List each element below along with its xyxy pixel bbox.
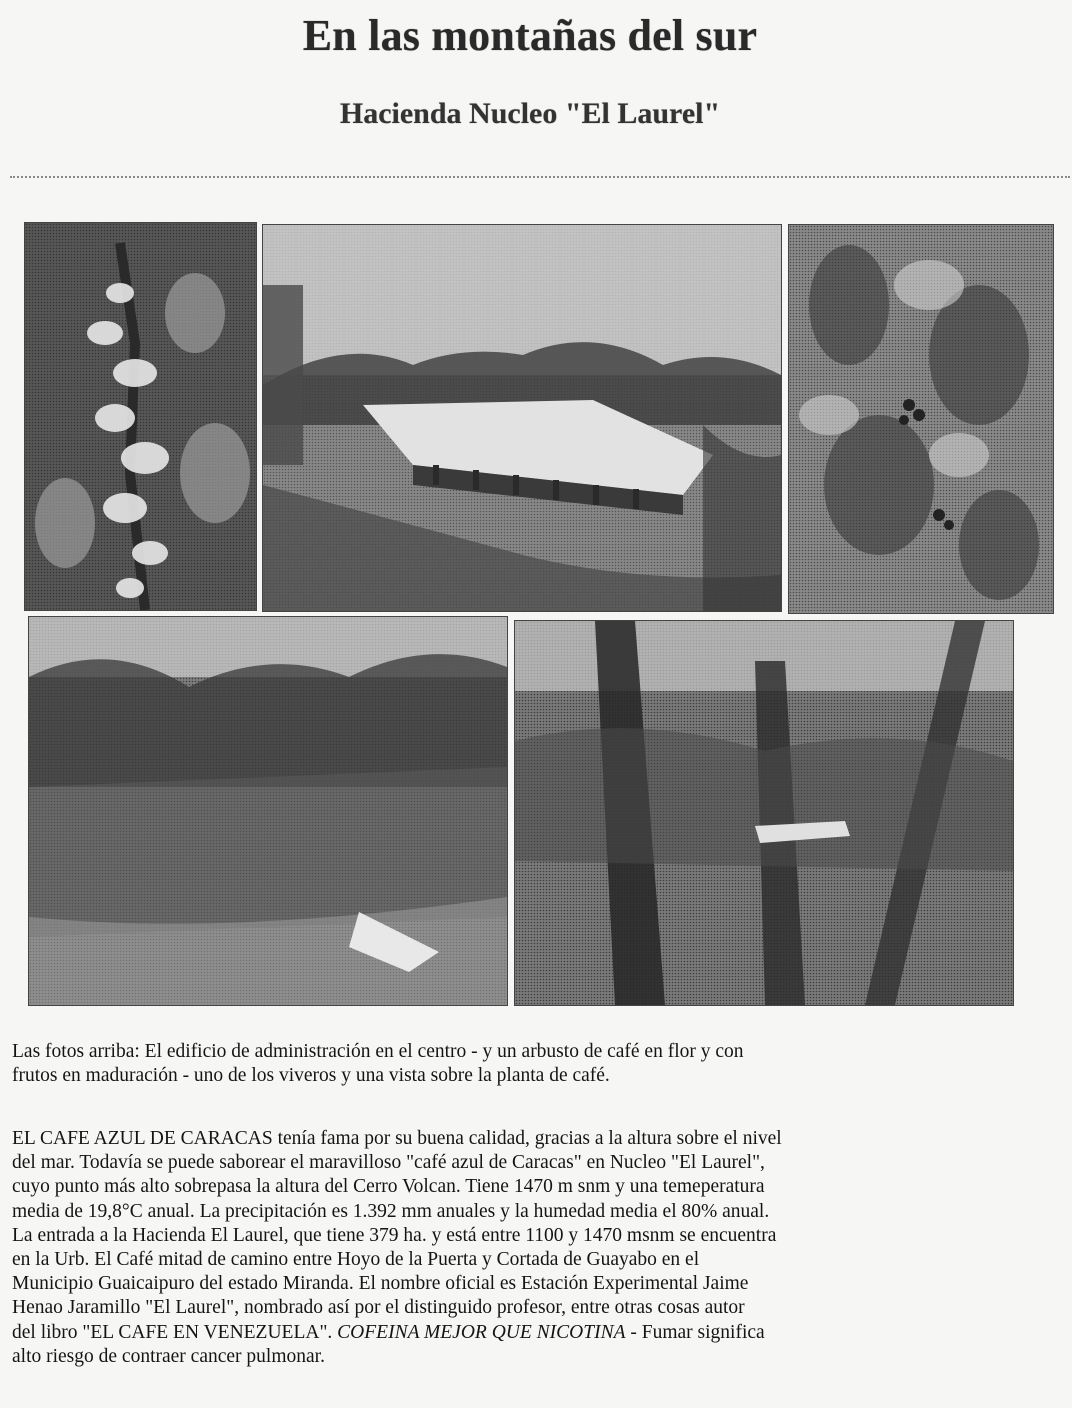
caption-line: Las fotos arriba: El edificio de administración en el centro - y un arbusto de café en flor y con [12, 1041, 744, 1062]
body-line: cuyo punto más alto sobrepasa la altura del Cerro Volcan. Tiene 1470 m snm y una temeperatura [12, 1176, 765, 1198]
body-line: alto riesgo de contraer cancer pulmonar. [12, 1345, 325, 1367]
slogan-text: COFEINA MEJOR QUE NICOTINA [337, 1321, 626, 1343]
dotted-divider [10, 176, 1070, 178]
photo-coffee-plantation [514, 620, 1014, 1006]
photo-caption [12, 1040, 1062, 1088]
page-title: En las montañas del sur [302, 11, 758, 60]
page-subtitle: Hacienda Nucleo "El Laurel" [339, 97, 721, 130]
body-line: Henao Jaramillo "El Laurel", nombrado así por el distinguido profesor, entre otras cosas autor [12, 1297, 745, 1319]
body-line: EL CAFE AZUL DE CARACAS tenía fama por su buena calidad, gracias a la altura sobre el nivel [12, 1128, 782, 1149]
photo-administration-building [262, 224, 782, 612]
photo-nursery [28, 616, 508, 1006]
body-line: en la Urb. El Café mitad de camino entre Hoyo de la Puerta y Cortada de Guayabo en el [12, 1249, 700, 1271]
body-line: La entrada a la Hacienda El Laurel, que tiene 379 ha. y está entre 1100 y 1470 msnm se encuentra [12, 1224, 777, 1246]
body-line: del mar. Todavía se puede saborear el maravilloso "café azul de Caracas" en Nucleo "El Laurel", [12, 1152, 765, 1174]
body-line-text: del libro "EL CAFE EN VENEZUELA". [12, 1321, 338, 1343]
photo-coffee-flowers [24, 222, 257, 611]
body-line [12, 1321, 1072, 1345]
body-line: media de 19,8°C anual. La precipitación es 1.392 mm anuales y la humedad media el 80% anual. [12, 1200, 770, 1222]
body-line-text: - Fumar significa [625, 1321, 765, 1343]
body-line: Municipio Guaicaipuro del estado Miranda. El nombre oficial es Estación Experimental Jaime [12, 1273, 749, 1295]
caption-line: frutos en maduración - uno de los viveros y una vista sobre la planta de café. [12, 1065, 610, 1086]
photo-coffee-fruits [788, 224, 1054, 614]
body-paragraph [12, 1127, 1072, 1369]
